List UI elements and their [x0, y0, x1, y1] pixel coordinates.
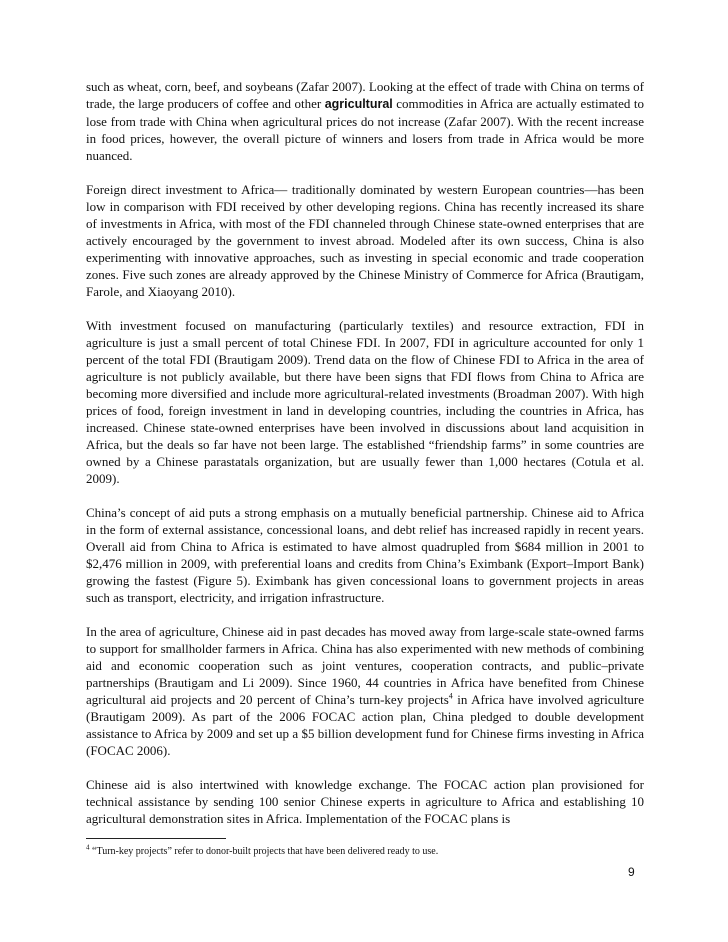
paragraph-fdi-agriculture: With investment focused on manufacturing (particularly textiles) and resource extraction, FDI in agriculture is just a small percent of total Chinese FDI. In 2007, FDI in agriculture accounted for only 1 percent of the total FDI (Brautigam 2009). Trend data on the flow of Chinese FDI to Africa in the area of agriculture is not publicly available, but there have been signs that FDI flows from China to Africa are becoming more diversified and include more agricultural-related investments (Broadman 2007). With high prices of food, foreign investment in land in developing countries, including the countries in Africa, has increased. Chinese state-owned enterprises have been involved in discussions about land acquisition in Africa, but the deals so far have not been large. The established “friendship farms” in some countries are owned by a Chinese parastatals organization, but are usually fewer than 1,000 hectares (Cotula et al. 2009).: [86, 318, 644, 486]
paragraph-text: in Africa have involved agriculture (Brautigam 2009). As part of the 2006 FOCAC action plan, China pledged to double development assistance to Africa by 2009 and set up a $5 billion development fund for Chinese firms investing in Africa (FOCAC 2006).: [86, 692, 644, 758]
footnote-reference: 4: [448, 691, 453, 701]
paragraph-text: In the area of agriculture, Chinese aid in past decades has moved away from large-scale state-owned farms to support for smallholder farmers in Africa. China has also experimented with new methods of combining aid and economic cooperation such as joint ventures, cooperation contracts, and public–private partnerships (Brautigam and Li 2009). Since 1960, 44 countries in Africa have benefited from Chinese agricultural aid projects and 20 percent of China’s turn-key projects: [86, 624, 644, 707]
emphasized-word: agricultural: [324, 97, 393, 111]
paragraph-aid: China’s concept of aid puts a strong emphasis on a mutually beneficial partnership. Chinese aid to Africa in the form of external assistance, concessional loans, and debt relief has increased rapidly in recent years. Overall aid from China to Africa is estimated to have almost quadrupled from $684 million in 2001 to $2,476 million in 2009, with preferential loans and credits from China’s Eximbank (Export–Import Bank) growing the fastest (Figure 5). Eximbank has given concessional loans to government projects in areas such as transport, electricity, and irrigation infrastructure.: [86, 505, 644, 605]
footnote: [86, 845, 644, 858]
page-number: 9: [628, 865, 635, 879]
paragraph-text: such as wheat, corn, beef, and soybeans (Zafar 2007). Looking at the effect of trade with China on terms of trade, the large producers of coffee and other: [86, 79, 644, 111]
paragraph-trade: [86, 78, 644, 164]
paragraph-fdi: Foreign direct investment to Africa— traditionally dominated by western European countries—has been low in comparison with FDI received by other developing regions. China has recently increased its share of investments in Africa, with most of the FDI channeled through Chinese state-owned enterprises that are actively encouraged by the government to invest abroad. Modeled after its own success, China is also experimenting with innovative approaches, such as investing in special economic and trade cooperation zones. Five such zones are already approved by the Chinese Ministry of Commerce for Africa (Brautigam, Farole, and Xiaoyang 2010).: [86, 182, 644, 299]
footnote-text: “Turn-key projects” refer to donor-built projects that have been delivered ready to use.: [89, 846, 439, 857]
paragraph-text: commodities in Africa are actually estimated to lose from trade with China when agricultural prices do not increase (Zafar 2007). With the recent increase in food prices, however, the overall picture of winners and losers from trade in Africa would be more nuanced.: [86, 96, 644, 163]
paragraph-agricultural-aid: [86, 623, 644, 759]
body-text: [86, 78, 644, 844]
footnote-divider: [86, 838, 226, 839]
footnote-marker: 4: [86, 843, 90, 852]
paragraph-knowledge-exchange: Chinese aid is also intertwined with knowledge exchange. The FOCAC action plan provisioned for technical assistance by sending 100 senior Chinese experts in agriculture to Africa and establishing 10 agricultural demonstration sites in Africa. Implementation of the FOCAC plans is: [86, 777, 644, 826]
